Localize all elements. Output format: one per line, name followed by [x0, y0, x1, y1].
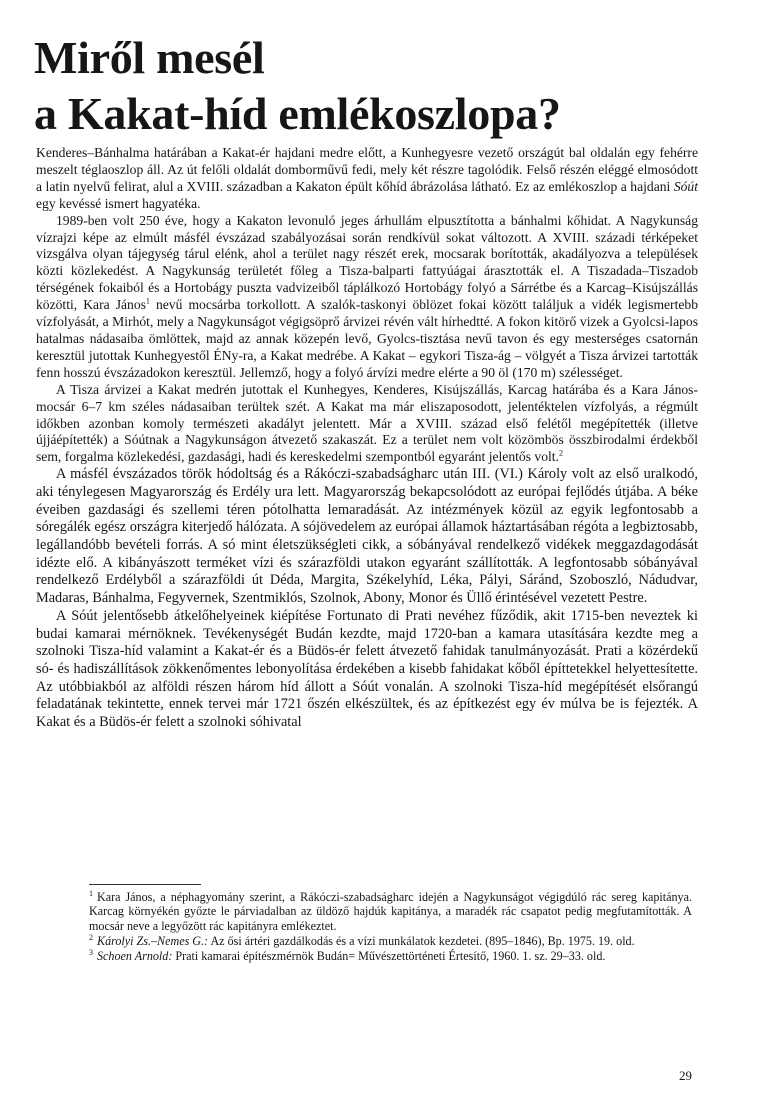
footnote-text: Prati kamarai építészmérnök Budán= Művészettörténeti Értesítő, 1960. 1. sz. 29–33. old. [172, 949, 606, 964]
paragraph-2 [36, 213, 698, 382]
footnotes [89, 890, 692, 964]
paragraph-text: A másfél évszázados török hódoltság és a Rákóczi-szabadságharc után III. (VI.) Károly volt az első uralkodó, aki ténylegesen Magyarország és Erdély ura lett. Magyarország bekapcsolódott az európai fejlődés útjába. A béke éveiben gazdasági és szellemi téren pótolhatta lemaradását. Az intézmények közül az egyik legfontosabb a sóregálék egész országra kiterjedő hálózata. A sójövedelem az európai államok háztartásában régóta a legbiztosabb, legállandóbb bevételi forrás. A só mint életszükségleti cikk, a sóbányával rendelkező vidékek meggazdagodását idézte elő. A kibányászott terméket vízi és szárazföldi utakon egyaránt szállították. A legfontosabb sóbányával rendelkező Erdélyből a szárazföldi út Déda, Margita, Székelyhíd, Léka, Pályi, Sáránd, Szoboszló, Nádudvar, Madaras, Bánhalma, Fegyvernek, Szentmiklós, Szolnok, Abony, Monor és Üllő érintésével vezetett Pestre. [36, 466, 698, 607]
footnote-author: Schoen Arnold: [97, 949, 173, 964]
page-number: 29 [679, 1068, 692, 1083]
paragraph-1 [36, 145, 698, 213]
paragraph-text: nevű mocsárba torkollott. A szalók-taskonyi öblözet fokai között találjuk a vidék legismertebb vízfolyását, a Mirhót, mely a Nagykunságot végigsöprő árvizei révén vált hírhedtté. A fokon kitörő vizek a Gyolcsi-lapos hatalmas nádasaiba ömlöttek, majd az annak közepén levő, Gyolcs-tisztása nevű tavon és egy mesterséges csatornán keresztül jutottak Kunhegyestől ÉNy-ra, a Kakat medrébe. A Kakat – egykori Tisza-ág – völgyét a Tisza árvizei tartották fenn hosszú évszázadokon keresztül. Jellemző, hogy a folyó árvízi medre elérte a 90 öl (170 m) szélességet. [36, 297, 698, 380]
paragraph-text: A Sóút jelentősebb átkelőhelyeinek kiépítése Fortunato di Prati nevéhez fűződik, akit 1715-ben neveztek ki budai kamarai mérnöknek. Tevékenységét Budán kezdte, majd 1720-ban a kamara utasítására kezdte meg a szolnoki Tisza-híd valamint a Kakat-ér és a Büdös-ér felett átvezető fahidak tanulmányozását. Prati a közérdekű só- és hadiszállítások zökkenőmentes lebonyolítása érdekében a kisebb fahidakat kőből építtetekkel helyettesítette. Az utóbbiakból az alföldi részen három híd állott a Sóút vonalán. A szolnoki Tisza-híd megépítését elsőrangú feladatának tekintette, ennek tervei már 1721 őszén elkészültek, és az építkezést egy év múlva be is fejezték. A Kakat és a Büdös-ér felett a szolnoki sóhivatal [36, 607, 698, 731]
paragraph-text: egy kevéssé ismert hagyatéka. [36, 195, 201, 211]
italic-term: Sóút [673, 178, 698, 194]
paragraph-text: A Tisza árvizei a Kakat medrén jutottak el Kunhegyes, Kenderes, Kisújszállás, Karcag határába és a Kara János-mocsár 6–7 km széles nádasaiban terültek szét. A Kakat ma már eliszaposodott, jelentéktelen vízfolyás, a régmúlt időkben azonban komoly természeti akadályt jelentett. Már a XVIII. század első felétől megépítették (illetve újjáépítették) a Sóútnak a Nagykunságon átvezető szakaszát. Ez a terület nem volt közömbös összbirodalmi érdekből sem, forgalma közlekedési, gazdasági, hadi és kereskedelmi szempontból egyaránt jelentős volt. [36, 381, 698, 465]
footnote-number: 1 [89, 888, 93, 898]
paragraph-text: 1989-ben volt 250 éve, hogy a Kakaton levonuló jeges árhullám elpusztította a bánhalmi kőhidat. A Nagykunság vízrajzi képe az elmúlt másfél évszázad szabályozásai során rendkívül sokat változott. A XVIII. századi térképeket vizsgálva olyan tájegység tárul elénk, ahol a terület nagy részét erek, mocsarak borították, akadályozva a települések közti közlekedést. A Nagykunság területét főleg a Tisza-balparti fattyúágai árasztották el. A Tiszadada–Tiszadob térségének fokaiból és a Hortobágy puszta vadvizeiből táplálkozó Hortobágy folyó a Sárrétbe és a Karcag–Kisújszállás közötti, Kara János [36, 212, 698, 313]
footnote-text: Kara János, a néphagyomány szerint, a Rákóczi-szabadságharc idején a Nagykunságot végigdúló rác sereg kapitánya. Karcag környékén győzte le párviadalban az üldöző hajdúk kapitánya, a maradék rác csapatot pedig megfutamították. A mocsár neve a legyőzött rác kapitányra emlékeztet. [89, 890, 692, 933]
footnote-number: 3 [89, 948, 93, 958]
footnote-3 [89, 949, 692, 963]
footnote-2 [89, 934, 692, 948]
title-line-2: a Kakat-híd emlékoszlopa? [34, 88, 561, 139]
footnote-1 [89, 890, 692, 933]
footnote-author: Károlyi Zs.–Nemes G.: [97, 933, 209, 948]
page-title [34, 30, 734, 142]
paragraph-3 [36, 382, 698, 467]
article-body [36, 145, 698, 732]
paragraph-4 [36, 466, 698, 608]
footnote-ref-1[interactable]: 1 [145, 296, 150, 306]
footnote-text: Az ősi ártéri gazdálkodás és a vízi munkálatok kezdetei. (895–1846), Bp. 1975. 19. old. [208, 933, 635, 948]
footnote-number: 2 [89, 932, 93, 942]
paragraph-text: Kenderes–Bánhalma határában a Kakat-ér hajdani medre előtt, a Kunhegyesre vezető országút bal oldalán egy fehérre meszelt téglaoszlop áll. Az út felőli oldalát domborművű fedi, mely két részre tagolódik. Felső részén eléggé elmosódott a latin nyelvű felirat, alul a XVIII. században a Kakaton épült kőhíd ábrázolása látható. Ez az emlékoszlop a hajdani [36, 145, 698, 194]
paragraph-5 [36, 608, 698, 732]
title-line-1: Miről mesél [34, 32, 265, 83]
footnote-divider [89, 884, 201, 885]
footnote-ref-2[interactable]: 2 [558, 448, 563, 458]
